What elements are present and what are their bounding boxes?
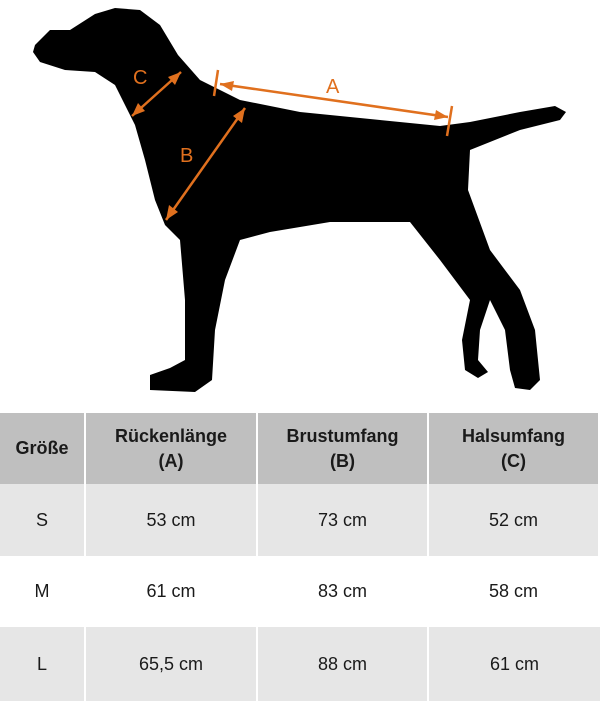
header-back-length-label: Rückenlänge: [114, 426, 228, 447]
table-cell-neck-girth: 58 cm: [429, 556, 600, 627]
table-cell-size: M: [0, 556, 86, 627]
table-cell-neck-girth: 61 cm: [429, 627, 600, 701]
header-chest-girth: [258, 413, 429, 484]
header-chest-girth-label: Brustumfang: [286, 426, 399, 447]
header-chest-girth-code: (B): [330, 450, 355, 471]
table-cell-back-length: 61 cm: [86, 556, 258, 627]
header-size-label: Größe: [15, 438, 69, 459]
header-neck-girth-code: (C): [501, 450, 526, 471]
header-back-length-code: (A): [158, 450, 184, 471]
table-cell-chest-girth: 73 cm: [258, 484, 429, 556]
table-cell-size: L: [0, 627, 86, 701]
table-cell-neck-girth: 52 cm: [429, 484, 600, 556]
header-neck-girth: [429, 413, 600, 484]
header-back-length: [86, 413, 258, 484]
table-cell-back-length: 65,5 cm: [86, 627, 258, 701]
measure-label-b: B: [180, 145, 194, 167]
table-cell-size: S: [0, 484, 86, 556]
table-cell-chest-girth: 83 cm: [258, 556, 429, 627]
header-neck-girth-label: Halsumfang: [461, 426, 566, 447]
measure-label-c: C: [133, 67, 148, 89]
size-table: [0, 413, 600, 701]
header-size: [0, 413, 86, 484]
table-cell-back-length: 53 cm: [86, 484, 258, 556]
measure-label-a: A: [326, 76, 340, 98]
table-cell-chest-girth: 88 cm: [258, 627, 429, 701]
dog-silhouette: [33, 8, 566, 392]
